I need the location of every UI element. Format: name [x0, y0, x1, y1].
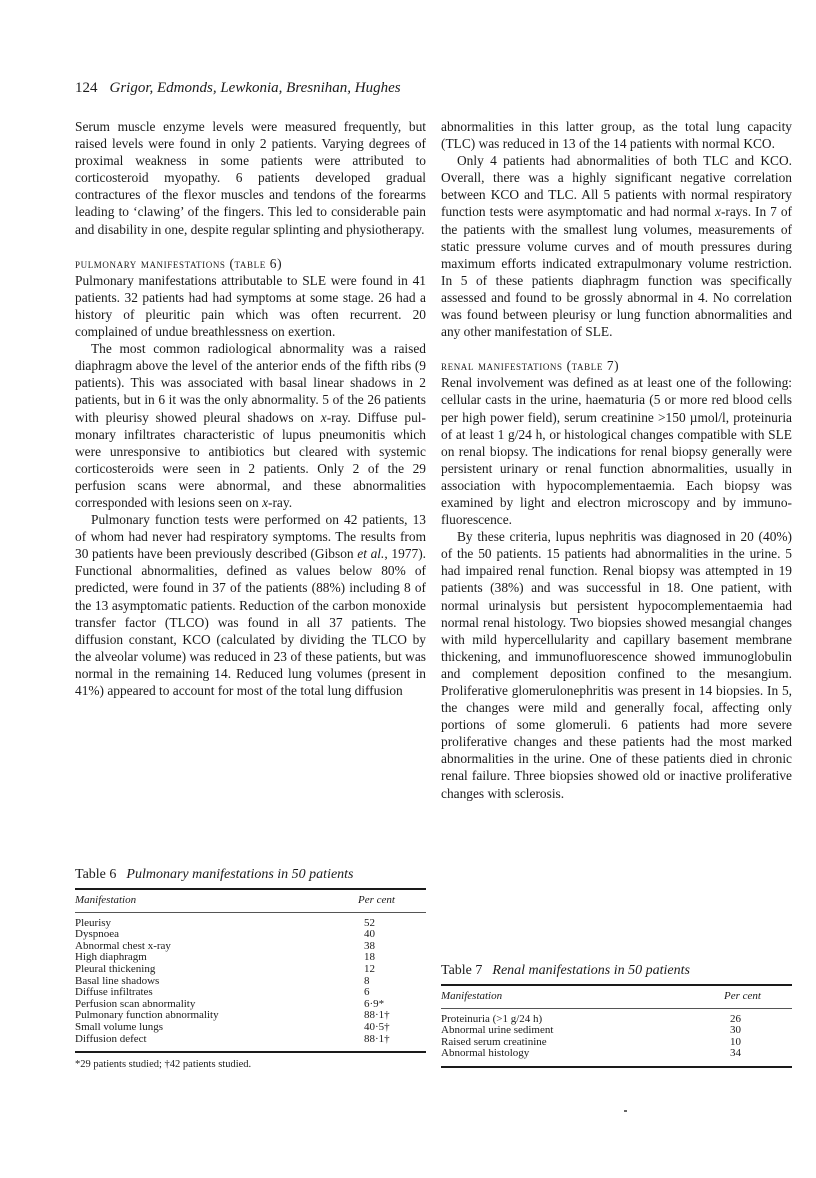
running-header-authors: Grigor, Edmonds, Lewkonia, Bresnihan, Hughes	[109, 80, 401, 96]
table-7-title: Renal manifestations in 50 patients	[492, 963, 690, 978]
cell-manifestation: Diffuse infiltrates	[75, 986, 153, 999]
text-segment: Only 4 patients had abnormalities of both TLC and KCO. Overall, there was a highly significant negative correlation between KCO and TLC. All 5 patients with normal respiratory function tests were asymptomatic and had normal	[441, 153, 792, 220]
cell-per-cent: 38	[364, 939, 375, 952]
text-segment: Pulmonary function tests were performed on 42 patients, 13 of whom had never had respiratory symptoms. The results from 30 patients have been previously described (Gibson	[75, 512, 426, 562]
cell-per-cent: 30	[730, 1024, 741, 1037]
section-heading-pulmonary: pulmonary manifestations (table 6)	[75, 255, 283, 271]
paragraph-radiology	[75, 340, 426, 511]
table-row	[75, 964, 426, 976]
cell-manifestation: Proteinuria (>1 g/24 h)	[441, 1012, 543, 1025]
cell-per-cent: 8	[364, 974, 370, 987]
text-segment: -ray. Diffuse pulmonary infiltrates characteristic of lupus pneumonitis which were unresponsive to antibiotics but cleared with systemic corticosteroids were seen in 2 patients. Only 2 of the 29 perfusion scans were abnormal, and these abnormalities corresponded with lesions seen on	[75, 409, 426, 510]
text-segment: -rays. In 7 of the patients with the smallest lung volumes, measurements of static pressure volume curves and of mouth pressures during maximum efforts indicated extrapulmonary volume restriction. In 5 of these patients diaphragm function was specifically assessed and found to be grossly abnormal in 4. No correlation was found between pleurisy or lung function abnormalities and any other manifestation of SLE.	[441, 204, 792, 340]
cell-manifestation: Perfusion scan abnormality	[75, 997, 196, 1010]
scan-speck	[624, 1110, 627, 1112]
cell-manifestation: Dyspnoea	[75, 928, 119, 941]
paragraph-tlc: abnormalities in this latter group, as the total lung capacity (TLC) was reduced in 13 of the 14 patients with normal KCO.	[441, 119, 792, 152]
section-heading-renal: renal manifestations (table 7)	[441, 358, 620, 374]
table-row	[75, 912, 426, 929]
cell-per-cent: 10	[730, 1035, 741, 1048]
right-column	[441, 118, 792, 802]
text-segment: The most common radiological abnormality was a raised diaphragm above the level of the anterior ends of the fifth ribs (9 patients). This was associated with basal linear shadows in 2 patients, but in 6 it was the only abnormality. 5 of the 26 patients with pleurisy showed pleural shadows on	[75, 341, 426, 425]
cell-manifestation: Pleurisy	[75, 916, 112, 929]
column-header-per-cent: Per cent	[724, 985, 792, 1008]
table-6	[75, 866, 426, 1070]
table-row	[75, 987, 426, 999]
running-header	[75, 79, 435, 97]
text-italic-x: x	[262, 494, 269, 510]
text-segment: , 1977). Functional abnormalities, defined as values below 80% of predicted, were found in 37 of the patients (88%) including 8 of the 13 asymptomatic patients. Reduction of the carbon monoxide transfer factor (TLCO) was found in all 37 patients. The diffusion constant, KCO (calculated by dividing the TLCO by the alveolar volume) was reduced in 23 of these patients, but was normal in the remaining 14. Reduced lung volumes (present in 41%) appeared to account for most of the total lung diffusion	[75, 546, 426, 698]
table-6-footnote: *29 patients studied; †42 patients studied.	[75, 1059, 252, 1071]
table-6-title: Pulmonary manifestations in 50 patients	[126, 867, 354, 882]
cell-manifestation: Raised serum creatinine	[441, 1035, 547, 1048]
cell-manifestation: Pulmonary function abnormality	[75, 1009, 219, 1022]
cell-per-cent: 6·9*	[364, 997, 385, 1010]
table-7	[441, 962, 792, 1068]
cell-per-cent: 26	[730, 1012, 741, 1025]
cell-per-cent: 40	[364, 928, 375, 941]
paragraph-lupus-nephritis: By these criteria, lupus nephritis was diagnosed in 20 (40%) of the 50 patients. 15 patients had abnormalities in the urine. 5 had impaired renal function. Renal biopsy was attempted in 19 patients (38%) and was successful in 18. One patient, with normal urinalysis but persistent hypocomplementaemia had normal renal histology. Two biopsies showed mesangial changes with mild hypercellularity and capillary basement membrane thickening, and immunofluorescence showed immunoglobulin and complement deposition confined to the mesangium. Proliferative glomerulonephritis was present in 14 biopsies. In 5, the changes were mild and generally focal, affecting only portions of some glomeruli. 6 patients had more severe proliferative changes and these patients had the most marked abnormalities in the urine. One of these patients died in chronic renal failure. Three biopsies showed old or inactive proliferative changes with sclerosis.	[441, 529, 792, 801]
table-7-caption	[441, 962, 792, 980]
cell-manifestation: Pleural thickening	[75, 962, 156, 975]
table-row	[75, 1034, 426, 1053]
cell-manifestation: Abnormal histology	[441, 1048, 724, 1067]
text-italic-x: x	[320, 409, 327, 425]
cell-manifestation: Abnormal chest x-ray	[75, 939, 171, 952]
text-italic-x: x	[714, 204, 721, 220]
column-header-per-cent: Per cent	[358, 889, 426, 912]
table-row	[441, 1048, 792, 1067]
paragraph-pulmonary-intro: Pulmonary manifestations attributable to SLE were found in 41 patients. 32 patients had had symptoms at some stage. 26 had a history of pleuritic pain which was often recurrent. 20 complained of undue breathlessness on exertion.	[75, 272, 426, 340]
cell-per-cent: 6	[364, 986, 370, 999]
cell-manifestation: Abnormal urine sediment	[441, 1024, 554, 1037]
cell-manifestation: High diaphragm	[75, 951, 147, 964]
table-7-number: Table 7	[441, 963, 483, 978]
cell-per-cent: 34	[724, 1048, 792, 1067]
table-row	[75, 1022, 426, 1034]
page-number: 124	[75, 80, 98, 96]
cell-per-cent: 88·1†	[358, 1034, 426, 1053]
cell-per-cent: 52	[364, 916, 375, 929]
table-6-grid	[75, 888, 426, 1053]
cell-manifestation: Diffusion defect	[75, 1034, 358, 1053]
cell-manifestation: Basal line shadows	[75, 974, 160, 987]
paragraph-pulmonary-function	[75, 511, 426, 699]
paragraph-kco-correlation	[441, 152, 792, 340]
text-italic-etal: et al.	[357, 546, 385, 562]
column-header-manifestation: Manifestation	[75, 889, 358, 912]
left-column	[75, 118, 426, 699]
cell-per-cent: 12	[364, 962, 375, 975]
cell-per-cent: 18	[364, 951, 375, 964]
column-header-manifestation: Manifestation	[441, 985, 724, 1008]
table-6-number: Table 6	[75, 867, 117, 882]
table-6-caption	[75, 866, 426, 884]
text-segment: -ray.	[268, 494, 293, 510]
paragraph-muscle-enzymes: Serum muscle enzyme levels were measured frequently, but raised levels were found in only 2 patients. Varying degrees of proximal weakness in some patients were attributed to corticosteroid myopathy. 6 patients developed gradual contractures of the flexor muscles and tendons of the forearms leading to ‘clawing’ of the fingers. This led to considerable pain and disability in one, despite regular splinting and physiotherapy.	[75, 119, 426, 237]
cell-per-cent: 88·1†	[364, 1009, 390, 1022]
cell-manifestation: Small volume lungs	[75, 1020, 163, 1033]
cell-per-cent: 40·5†	[364, 1020, 390, 1033]
table-7-grid	[441, 984, 792, 1068]
paragraph-renal-definition: Renal involvement was defined as at least one of the following: cellular casts in the urine, haematuria (5 or more red blood cells per high power field), serum creatinine >150 µmol/l, proteinuria of at least 1 g/24 h, or histological changes compatible with SLE on renal biopsy. The indications for renal biopsy generally were persistent urinary or renal function abnormalities, usually in association with hypocomplementaemia. Each biopsy was examined by light and electron microscopy and by immunofluorescence.	[441, 375, 792, 528]
table-row	[441, 1008, 792, 1025]
